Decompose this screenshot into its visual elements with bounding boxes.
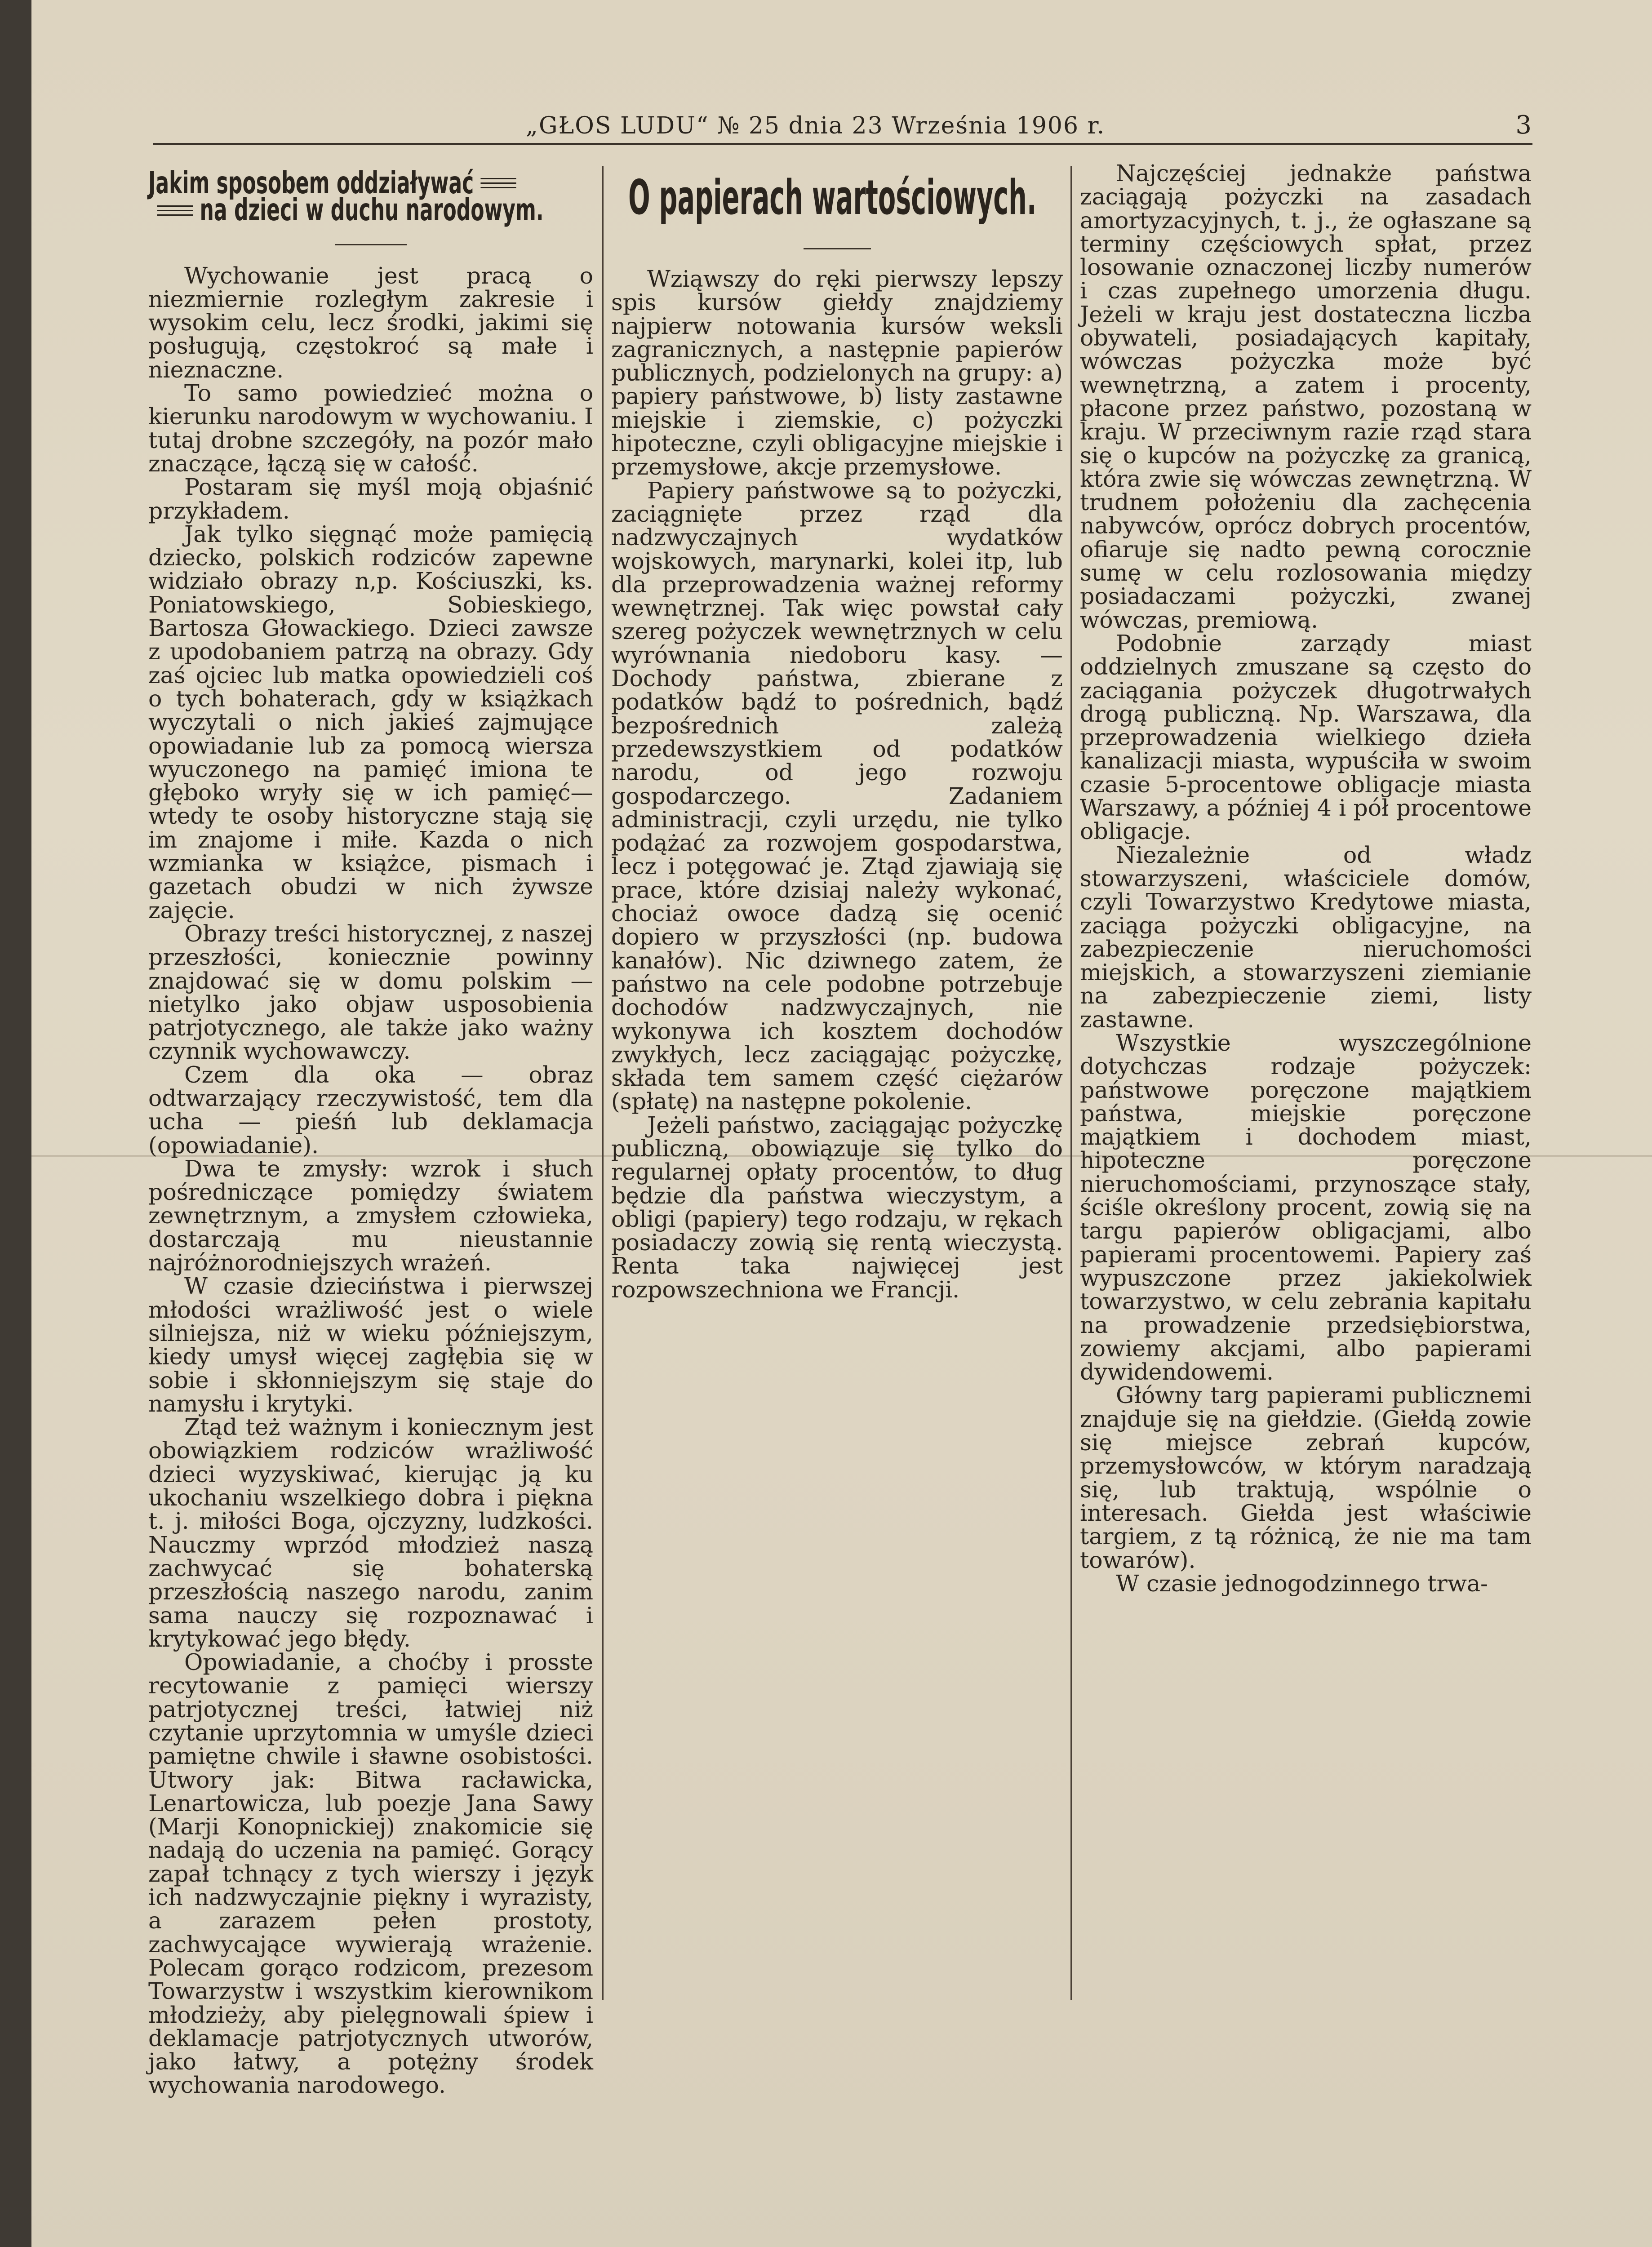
article1-paragraph: Dwa te zmysły: wzrok i słuch pośredniczące pomiędzy światem zewnętrznym, a zmysłem człowieka, dostarczają mu nieustannie najróżnorodniejszych wrażeń. bbox=[148, 1155, 593, 1276]
article1-title-line1: Jakim sposobem oddziaływać bbox=[148, 172, 469, 195]
article2-paragraph: Podobnie zarządy miast oddzielnych zmuszane są często do zaciągania pożyczek długotrwałych drogą publiczną. Np. Warszawa, dla przeprowadzenia wielkiego dzieła kanalizacji miasta, wypuściła w swoim czasie 5-procentowe obligacje miasta Warszawy, a później 4 i pół procentowe obligacje. bbox=[1080, 630, 1532, 845]
title-ornament bbox=[481, 178, 516, 191]
article2-paragraph: Papiery państwowe są to pożyczki, zaciągnięte przez rząd dla nadzwyczajnych wydatków wojskowych, marynarki, kolei itp, lub dla przeprowadzenia ważnej reformy wewnętrznej. Tak więc powstał cały szereg pożyczek wewnętrznych w celu wyrównania niedoboru kasy. — Dochody państwa, zbierane z podatków bądź to pośrednich, bądź bezpośrednich zależą przedewszystkiem od podatków narodu, od jego rozwoju gospodarczego. Zadaniem administracji, czyli urzędu, nie tylko podążać za rozwojem gospodarstwa, lecz i potęgować je. Ztąd zjawiają się prace, które dzisiaj należy wykonać, chociaż owoce dadzą się ocenić dopiero w przyszłości (np. budowa kanałów). Nic dziwnego zatem, że państwo na cele podobne potrzebuje dochodów nadzwyczajnych, nie wykonywa ich kosztem dochodów zwykłych, lecz zaciągając pożyczkę, składa tem samem część ciężarów (spłatę) na następne pokolenie. bbox=[611, 477, 1063, 1115]
separator bbox=[335, 244, 407, 245]
article1-paragraph: Obrazy treści historycznej, z naszej przeszłości, koniecznie powinny znajdować się w domu polskim — nietylko jako objaw usposobienia patrjotycznego, ale także jako ważny czynnik wychowawczy. bbox=[148, 920, 593, 1065]
column-2 bbox=[611, 162, 1063, 2004]
article1-paragraph: Wychowanie jest pracą o niezmiernie rozległym zakresie i wysokim celu, lecz środki, jakimi się posługują, częstokroć są małe i nieznaczne. bbox=[148, 262, 593, 383]
page-number: 3 bbox=[1515, 111, 1532, 140]
article1-paragraph: Postaram się myśl moją objaśnić przykładem. bbox=[148, 474, 593, 524]
article2-paragraph: W czasie jednogodzinnego trwa- bbox=[1116, 1570, 1488, 1597]
header-title: „GŁOS LUDU“ № 25 dnia 23 Września 1906 r. bbox=[526, 112, 1106, 139]
article2-paragraph: Główny targ papierami publicznemi znajduje się na giełdzie. (Giełdą zowie się miejsce zebrań kupców, przemysłowców, w którym naradzają się, lub traktują, wspólnie o interesach. Giełda jest właściwie targiem, z tą różnicą, że nie ma tam towarów). bbox=[1080, 1382, 1532, 1573]
article1-paragraph: Opowiadanie, a choćby i prosste recytowanie z pamięci wierszy patrjotycznej treści, łatwiej niż czytanie uprzytomnia w umyśle dzieci pamiętne chwile i sławne osobistości. Utwory jak: Bitwa racławicka, Lenartowicza, lub poezje Jana Sawy (Marji Konopnickiej) znakomicie się nadają do uczenia na pamięć. Gorący zapał tchnący z tych wierszy i język ich nadzwyczajnie piękny i wyrazisty, a zarazem pełen prostoty, zachwycające wywierają wrażenie. Polecam gorąco rodzicom, prezesom Towarzystw i wszystkim kierownikom młodzieży, aby pielęgnowali śpiew i deklamacje patrjotycznych utworów, jako łatwy, a potężny środek wychowania narodowego. bbox=[148, 1649, 593, 2099]
article1-paragraph: W czasie dzieciństwa i pierwszej młodości wrażliwość jest o wiele silniejsza, niż w wieku późniejszym, kiedy umysł więcej zagłębia się w sobie i skłonniejszym się staje do namysłu i krytyki. bbox=[148, 1273, 593, 1417]
article2-paragraph: Niezależnie od władz stowarzyszeni, właściciele domów, czyli Towarzystwo Kredytowe miasta, zaciąga pożyczki obligacyjne, na zabezpieczenie nieruchomości miejskich, a stowarzyszeni ziemianie na zabezpieczenie ziemi, listy zastawne. bbox=[1080, 841, 1532, 1033]
article1-paragraph: Czem dla oka — obraz odtwarzający rzeczywistość, tem dla ucha — pieśń lub deklamacja (opowiadanie). bbox=[148, 1061, 593, 1159]
separator bbox=[804, 248, 871, 249]
article1-paragraph: Jak tylko sięgnąć może pamięcią dziecko, polskich rodziców zapewne widziało obrazy n,p. Kościuszki, ks. Poniatowskiego, Sobieskiego, Bartosza Głowackiego. Dzieci zawsze z upodobaniem patrzą na obrazy. Gdy zaś ojciec lub matka opowiedzieli coś o tych bohaterach, gdy w książkach wyczytali o nich jakieś zajmujące opowiadanie lub za pomocą wiersza wyuczonego na pamięć imiona te głęboko wryły się w ich pamięć—wtedy te osoby historyczne stają się im znajome i miłe. Kazda o nich wzmianka w książce, pismach i gazetach obudzi w nich żywsze zajęcie. bbox=[148, 520, 593, 924]
article2-paragraph: Wziąwszy do ręki pierwszy lepszy spis kursów giełdy znajdziemy najpierw notowania kursów weksli zagranicznych, a następnie papierów publicznych, podzielonych na grupy: a) papiery państwowe, b) listy zastawne miejskie i ziemskie, c) pożyczki hipoteczne, czyli obligacyjne miejskie i przemysłowe, akcje przemysłowe. bbox=[611, 266, 1063, 480]
article1-paragraph: Ztąd też ważnym i koniecznym jest obowiązkiem rodziców wrażliwość dzieci wyzyskiwać, kierując ją ku ukochaniu wszelkiego dobra i piękna t. j. miłości Boga, ojczyzny, ludzkości. Nauczmy wprzód młodzież naszą zachwycać się bohaterską przeszłością naszego narodu, zanim sama nauczy się rozpoznawać i krytykować jego błędy. bbox=[148, 1414, 593, 1652]
page-header bbox=[153, 104, 1532, 145]
column-1 bbox=[148, 162, 593, 2099]
article2-paragraph: Wszystkie wyszczególnione dotychczas rodzaje pożyczek: państwowe poręczone majątkiem państwa, miejskie poręczone majątkiem i dochodem miast, hipoteczne poręczone nieruchomościami, przynoszące stały, ściśle określony procent, zowią się na targu papierów obligacjami, albo papierami procentowemi. Papiery zaś wypuszczone przez jakiekolwiek towarzystwo, w celu zebrania kapitału na prowadzenie przedsiębiorstwa, zowiemy akcjami, albo papierami dywidendowemi. bbox=[1080, 1029, 1532, 1386]
newspaper-page bbox=[31, 0, 1652, 2247]
title-ornament bbox=[157, 205, 193, 219]
article1-title-line2: na dzieci w duchu narodowym. bbox=[157, 199, 471, 222]
column-rule-1 bbox=[602, 166, 604, 2000]
article1-paragraph: To samo powiedzieć można o kierunku narodowym w wychowaniu. I tutaj drobne szczegóły, na pozór mało znaczące, łączą się w całość. bbox=[148, 380, 593, 477]
article2-paragraph: Najczęściej jednakże państwa zaciągają pożyczki na zasadach amortyzacyjnych, t. j., że ogłaszane są terminy częściowych spłat, przez losowanie oznaczonej liczby numerów i czas zupełnego umorzenia długu. Jeżeli w kraju jest dostateczna liczba obywateli, posiadających kapitały, wówczas pożyczka może być wewnętrzną, a zatem i procenty, płacone przez państwo, pozostaną w kraju. W przeciwnym razie rząd stara się o kupców na pożyczkę za granicą, która zwie się wówczas zewnętrzną. W trudnem położeniu dla zachęcenia nabywców, oprócz dobrych procentów, ofiaruje się nadto pewną corocznie sumę w celu rozlosowania między posiadaczami pożyczki, zwanej wówczas, premiową. bbox=[1080, 160, 1532, 633]
header-rule bbox=[153, 143, 1532, 145]
article2-title: O papierach wartościowych. bbox=[628, 170, 1037, 225]
column-3 bbox=[1080, 162, 1532, 2004]
article2-paragraph: Jeżeli państwo, zaciągając pożyczkę publiczną, obowiązuje się tylko do regularnej opłaty procentów, to dług będzie dla państwa wieczystym, a obligi (papiery) tego rodzaju, w rękach posiadaczy zowią się rentą wieczystą. Renta taka najwięcej jest rozpowszechniona we Francji. bbox=[611, 1111, 1063, 1303]
column-rule-2 bbox=[1070, 166, 1072, 2000]
